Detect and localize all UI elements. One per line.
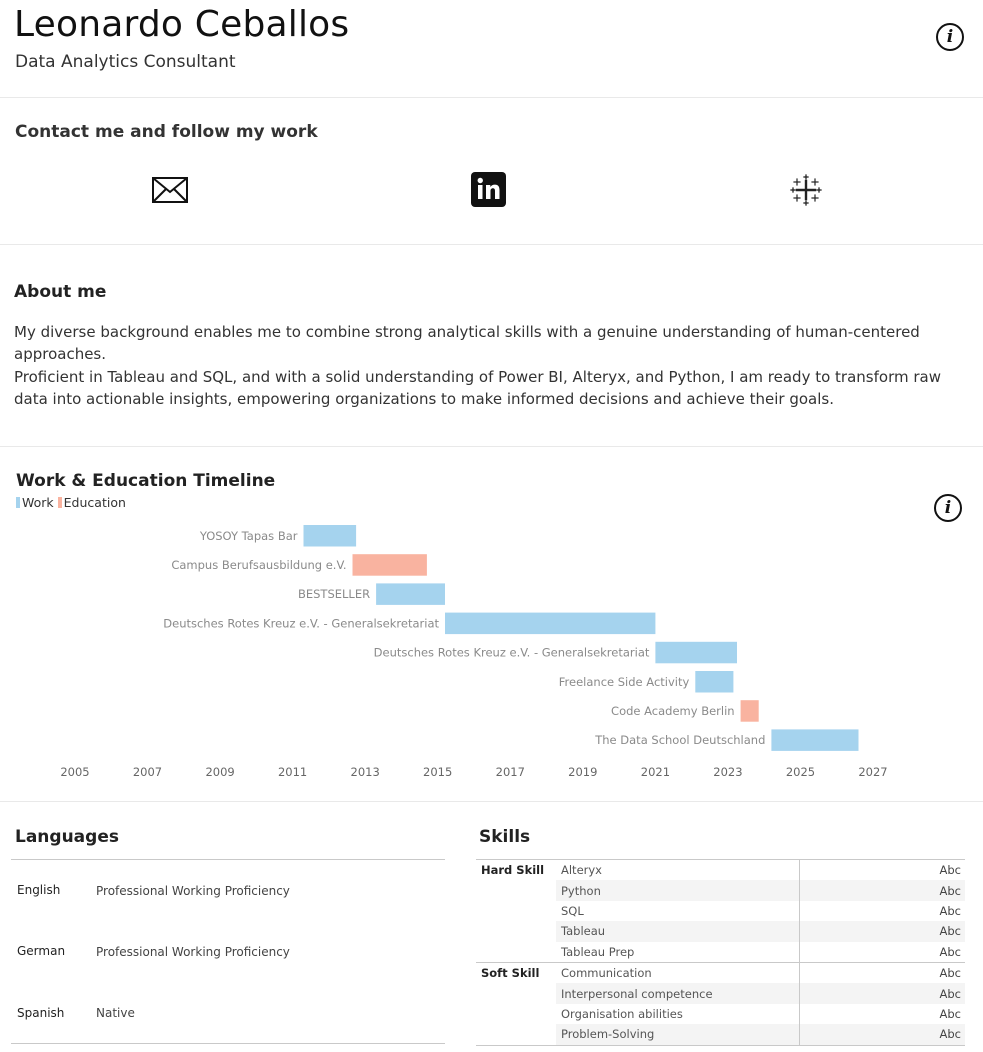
about-paragraph: My diverse background enables me to combine strong analytical skills with a genuine understanding of human-centered approaches. <box>14 323 920 364</box>
skill-row[interactable] <box>556 983 965 1003</box>
skills-table <box>476 859 965 1046</box>
skills-group-hard <box>476 860 965 963</box>
timeline-chart <box>0 515 983 785</box>
skill-row[interactable] <box>556 860 965 880</box>
divider <box>0 244 983 245</box>
skill-value: Abc <box>939 924 961 939</box>
skill-value: Abc <box>939 966 961 981</box>
skills-group-label: Soft Skill <box>481 965 540 980</box>
x-tick-label: 2023 <box>713 765 743 779</box>
x-tick-label: 2011 <box>277 765 308 779</box>
about-text <box>14 321 964 411</box>
skill-value: Abc <box>939 903 961 918</box>
timeline-bar-label: YOSOY Tapas Bar <box>199 528 298 543</box>
language-name: Spanish <box>17 1006 65 1020</box>
skill-row[interactable] <box>556 880 965 900</box>
timeline-bar-label: Deutsches Rotes Kreuz e.V. - Generalsekretariat <box>163 616 439 631</box>
x-tick-label: 2019 <box>568 765 598 779</box>
languages-section-title: Languages <box>15 827 119 847</box>
x-tick-label: 2013 <box>350 765 380 779</box>
skill-row[interactable] <box>556 963 965 983</box>
timeline-bar[interactable] <box>695 671 733 693</box>
skill-name: Tableau <box>556 921 800 941</box>
timeline-bar[interactable] <box>741 700 759 722</box>
x-tick-label: 2009 <box>205 765 235 779</box>
language-name: English <box>17 883 61 897</box>
skill-row[interactable] <box>556 1004 965 1024</box>
skill-name: Communication <box>556 963 800 983</box>
skill-value: Abc <box>939 1027 961 1042</box>
timeline-bar[interactable] <box>304 525 357 547</box>
divider <box>0 446 983 447</box>
skill-name: Problem-Solving <box>556 1024 800 1044</box>
language-name: German <box>17 944 66 958</box>
timeline-bar[interactable] <box>771 729 858 751</box>
skill-name: Organisation abilities <box>556 1004 800 1024</box>
skill-value: Abc <box>939 883 961 898</box>
timeline-bar-label: Freelance Side Activity <box>558 674 690 689</box>
about-paragraph: Proficient in Tableau and SQL, and with a solid understanding of Power BI, Alteryx, and Python, I am ready to transform raw data into actionable insights, empowering organizations to make informed decisions and achieve their goals. <box>14 367 941 409</box>
skill-row[interactable] <box>556 901 965 921</box>
legend-item-education[interactable] <box>58 495 126 510</box>
languages-bottom-border <box>11 1043 445 1044</box>
skill-value: Abc <box>939 1006 961 1021</box>
skill-row[interactable] <box>556 921 965 941</box>
x-tick-label: 2015 <box>423 765 453 779</box>
envelope-icon[interactable] <box>152 177 188 207</box>
x-tick-label: 2007 <box>132 765 163 779</box>
skill-row[interactable] <box>556 1024 965 1044</box>
contact-section-title: Contact me and follow my work <box>15 122 318 142</box>
timeline-bar-label: Code Academy Berlin <box>611 703 735 718</box>
skill-row[interactable] <box>556 942 965 962</box>
skill-name: Alteryx <box>556 860 800 880</box>
legend-swatch-work <box>16 497 20 508</box>
language-level: Professional Working Proficiency <box>96 884 290 898</box>
legend-label-education: Education <box>63 495 126 510</box>
language-level: Native <box>96 1006 135 1020</box>
timeline-bar[interactable] <box>353 554 427 576</box>
x-tick-label: 2005 <box>60 765 90 779</box>
skill-name: Tableau Prep <box>556 942 800 962</box>
skills-group-label: Hard Skill <box>481 863 545 877</box>
info-icon[interactable]: i <box>936 23 964 51</box>
timeline-bar-label: Campus Berufsausbildung e.V. <box>171 558 347 572</box>
timeline-bar-label: BESTSELLER <box>297 587 371 602</box>
page-subtitle: Data Analytics Consultant <box>15 52 236 72</box>
timeline-bar-label: The Data School Deutschland <box>595 733 766 748</box>
skill-name: Interpersonal competence <box>556 983 800 1003</box>
timeline-legend <box>16 495 130 510</box>
timeline-bar[interactable] <box>445 613 655 635</box>
about-section-title: About me <box>14 282 107 302</box>
skill-value: Abc <box>939 986 961 1001</box>
x-tick-label: 2021 <box>640 765 671 779</box>
divider <box>0 97 983 98</box>
language-level: Professional Working Proficiency <box>96 945 290 959</box>
skills-section-title: Skills <box>479 827 531 847</box>
timeline-bar[interactable] <box>376 583 445 605</box>
skill-name: Python <box>556 880 800 900</box>
info-icon[interactable]: i <box>934 494 962 522</box>
skills-group-soft <box>476 963 965 1045</box>
legend-swatch-education <box>58 497 62 508</box>
legend-label-work: Work <box>22 495 54 510</box>
divider <box>0 801 983 802</box>
languages-top-border <box>11 859 445 860</box>
x-tick-label: 2017 <box>495 765 525 779</box>
skill-value: Abc <box>939 944 961 959</box>
skill-value: Abc <box>939 863 961 878</box>
timeline-bar-label: Deutsches Rotes Kreuz e.V. - Generalsekretariat <box>373 645 650 660</box>
linkedin-icon[interactable] <box>471 172 506 211</box>
page-title: Leonardo Ceballos <box>14 4 350 45</box>
x-tick-label: 2025 <box>785 765 816 779</box>
legend-item-work[interactable] <box>16 495 54 510</box>
timeline-section-title: Work & Education Timeline <box>16 471 276 491</box>
timeline-bar[interactable] <box>655 642 737 664</box>
x-tick-label: 2027 <box>858 765 888 779</box>
skill-name: SQL <box>556 901 800 921</box>
tableau-icon[interactable] <box>790 174 822 210</box>
